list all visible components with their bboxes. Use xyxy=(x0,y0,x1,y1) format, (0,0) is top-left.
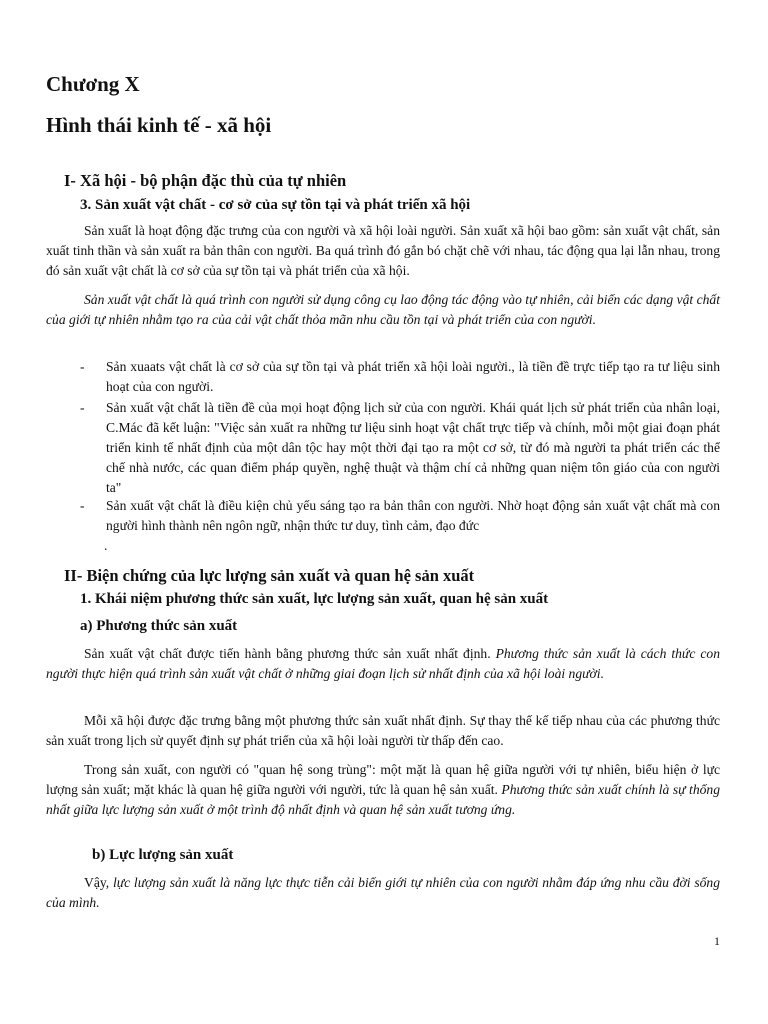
list-item xyxy=(80,496,720,536)
paragraph-production-intro: Sản xuất là hoạt động đặc trưng của con người và xã hội loài người. Sản xuất xã hội bao gồm: sản xuất vật chất, sản xuất tinh thần và sản xuất ra bản thân con người. Ba quá trình đó gắn bó chặt chẽ với nhau, tác động qua lại lẫn nhau, trong đó sản xuất vật chất là cơ sở của sự tồn tại và phát triển của xã hội. xyxy=(46,223,720,278)
subsection-b-heading: b) Lực lượng sản xuất xyxy=(92,847,234,863)
subsection-3-heading: 3. Sản xuất vật chất - cơ sở của sự tồn tại và phát triển xã hội xyxy=(80,197,471,213)
paragraph-mode-of-production xyxy=(46,644,720,684)
paragraph-societies: Mỗi xã hội được đặc trưng bằng một phương thức sản xuất nhất định. Sự thay thế kế tiếp nhau của các phương thức sản xuất trong lịch sử quyết định sự phát triển của xã hội loài người từ thấp đến cao. xyxy=(46,713,720,748)
paragraph-dual-relations xyxy=(46,760,720,820)
list-item-text: Sản xuaats vật chất là cơ sở của sự tồn tại và phát triển xã hội loài người., là tiền đề trực tiếp tạo ra tư liệu sinh hoạt của con người. xyxy=(106,359,720,394)
section-1-heading: I- Xã hội - bộ phận đặc thù của tự nhiên xyxy=(64,171,347,190)
paragraph-productive-forces xyxy=(46,873,720,913)
paragraph-italic-text: Phương thức sản xuất là cách thức con người thực hiện quá trình sản xuất vật chất ở những giai đoạn lịch sử nhất định của xã hội loài người. xyxy=(46,646,720,681)
trailing-dot: . xyxy=(104,538,108,553)
list-item xyxy=(80,357,720,397)
bullet-marker: - xyxy=(80,498,85,513)
paragraph-italic-text: Phương thức sản xuất chính là sự thống nhất giữa lực lượng sản xuất ở một trình độ nhất định và quan hệ sản xuất tương ứng. xyxy=(46,782,721,817)
list-item-text: Sản xuất vật chất là điều kiện chủ yếu sáng tạo ra bản thân con người. Nhờ hoạt động sản xuất vật chất mà con người hình thành nên ngôn ngữ, nhận thức tư duy, tình cảm, đạo đức xyxy=(106,498,720,533)
paragraph-italic-text: lực lượng sản xuất là năng lực thực tiễn cải biến giới tự nhiên của con người nhằm đáp ứng nhu cầu đời sống của mình. xyxy=(46,875,721,910)
bullet-marker: - xyxy=(80,359,85,374)
paragraph-material-production-definition: Sản xuất vật chất là quá trình con người sử dụng công cụ lao động tác động vào tự nhiên, cải biến các dạng vật chất của giới tự nhiên nhằm tạo ra của cải vật chất thỏa mãn nhu cầu tồn tại và phát triển của con người. xyxy=(46,292,720,327)
paragraph-text: Vậy, xyxy=(84,875,113,890)
list-item-text: Sản xuất vật chất là tiền đề của mọi hoạt động lịch sử của con người. Khái quát lịch sử phát triển của nhân loại, C.Mác đã kết luận: "Việc sản xuất ra những tư liệu sinh hoạt vật chất trực tiếp và chính, mỗi một giai đoạn phát triển kinh tế nhất định của một dân tộc hay một thời đại tạo ra một cơ sở, từ đó mà người ta phát triển các thể chế nhà nước, các quan điểm pháp quyền, nghệ thuật và thậm chí cả những quan niệm tôn giáo của con người ta" xyxy=(106,400,720,495)
paragraph-text: Sản xuất vật chất được tiến hành bằng phương thức sản xuất nhất định. xyxy=(84,646,496,661)
subsection-a-heading: a) Phương thức sản xuất xyxy=(80,618,238,634)
bullet-marker: - xyxy=(80,400,85,415)
subsection-1-heading: 1. Khái niệm phương thức sản xuất, lực lượng sản xuất, quan hệ sản xuất xyxy=(80,591,549,607)
section-2-heading: II- Biện chứng của lực lượng sản xuất và quan hệ sản xuất xyxy=(64,566,475,585)
paragraph-text: Trong sản xuất, con người có "quan hệ song trùng": một mặt là quan hệ giữa người với tự nhiên, biểu hiện ở lực lượng sản xuất; mặt khác là quan hệ giữa người với người, tức là quan hệ sản xuất. xyxy=(46,762,720,797)
page-number: 1 xyxy=(714,934,720,948)
list-item xyxy=(80,398,720,498)
chapter-title: Hình thái kinh tế - xã hội xyxy=(46,113,272,137)
chapter-number: Chương X xyxy=(46,72,140,96)
